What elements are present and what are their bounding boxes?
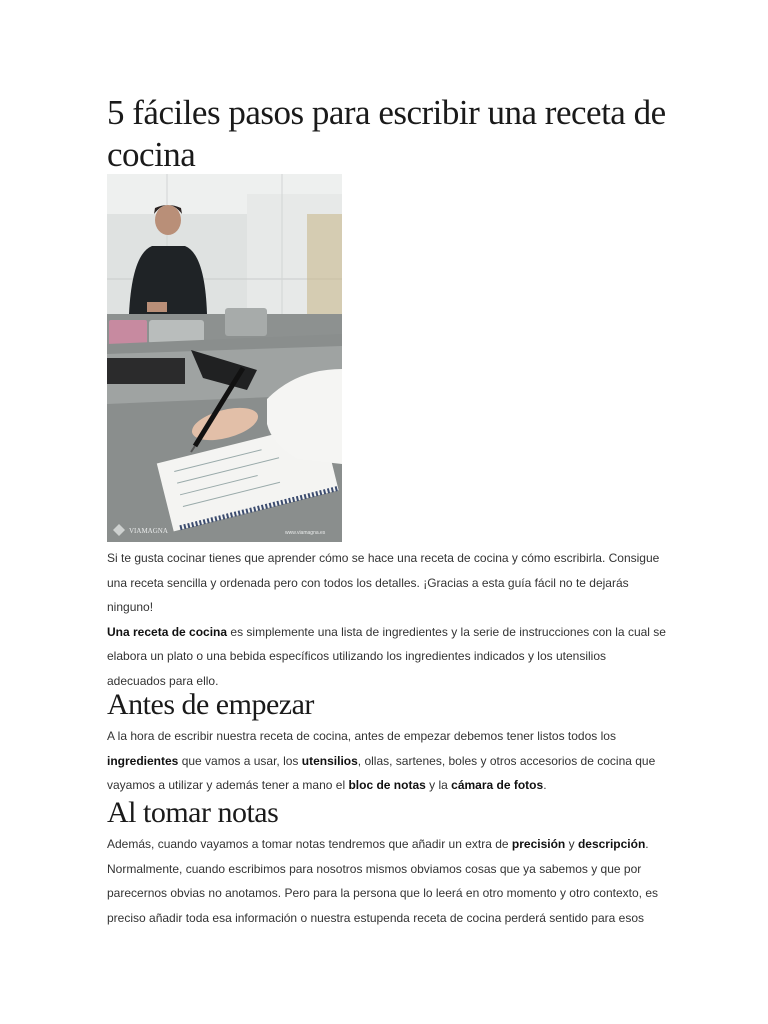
article-title: 5 fáciles pasos para escribir una receta de cocina bbox=[107, 93, 666, 174]
section-paragraph-notas: Además, cuando vayamos a tomar notas tendremos que añadir un extra de precisión y descripción. Normalmente, cuando escribimos para nosotros mismos obviamos cosas que ya sabemos y que por parecernos obvias no anotamos. Pero para la persona que lo leerá en otro momento y otro contexto, es preciso añadir toda esa información o nuestra estupenda receta de cocina perderá sentido para esos bbox=[107, 837, 658, 925]
definition-paragraph: Una receta de cocina es simplemente una lista de ingredientes y la serie de instrucciones con la cual se elabora un plato o una bebida específicos utilizando los ingredientes indicados y los utensilios adecuados para ello. bbox=[107, 624, 666, 688]
svg-text:www.viamagna.es: www.viamagna.es bbox=[285, 530, 326, 536]
definition-term: Una receta de cocina bbox=[107, 624, 228, 639]
intro-block bbox=[107, 546, 667, 693]
svg-text:VIAMAGNA: VIAMAGNA bbox=[129, 527, 168, 535]
section-notas bbox=[107, 796, 667, 930]
chef-writing-recipe-photo bbox=[107, 174, 342, 542]
section-antes bbox=[107, 688, 667, 798]
section-heading-notas: Al tomar notas bbox=[107, 796, 279, 829]
intro-paragraph: Si te gusta cocinar tienes que aprender cómo se hace una receta de cocina y cómo escribirla. Consigue una receta sencilla y ordenada pero con todos los detalles. ¡Gracias a esta guía fácil no te dejarás ninguno! bbox=[107, 551, 660, 614]
section-paragraph-antes: A la hora de escribir nuestra receta de cocina, antes de empezar debemos tener listos todos los ingredientes que vamos a usar, los utensilios, ollas, sartenes, boles y otros accesorios de cocina que vayamos a utilizar y además tener a mano el bloc de notas y la cámara de fotos. bbox=[107, 729, 656, 792]
photo-illustration bbox=[107, 174, 342, 542]
section-heading-antes: Antes de empezar bbox=[107, 688, 314, 721]
